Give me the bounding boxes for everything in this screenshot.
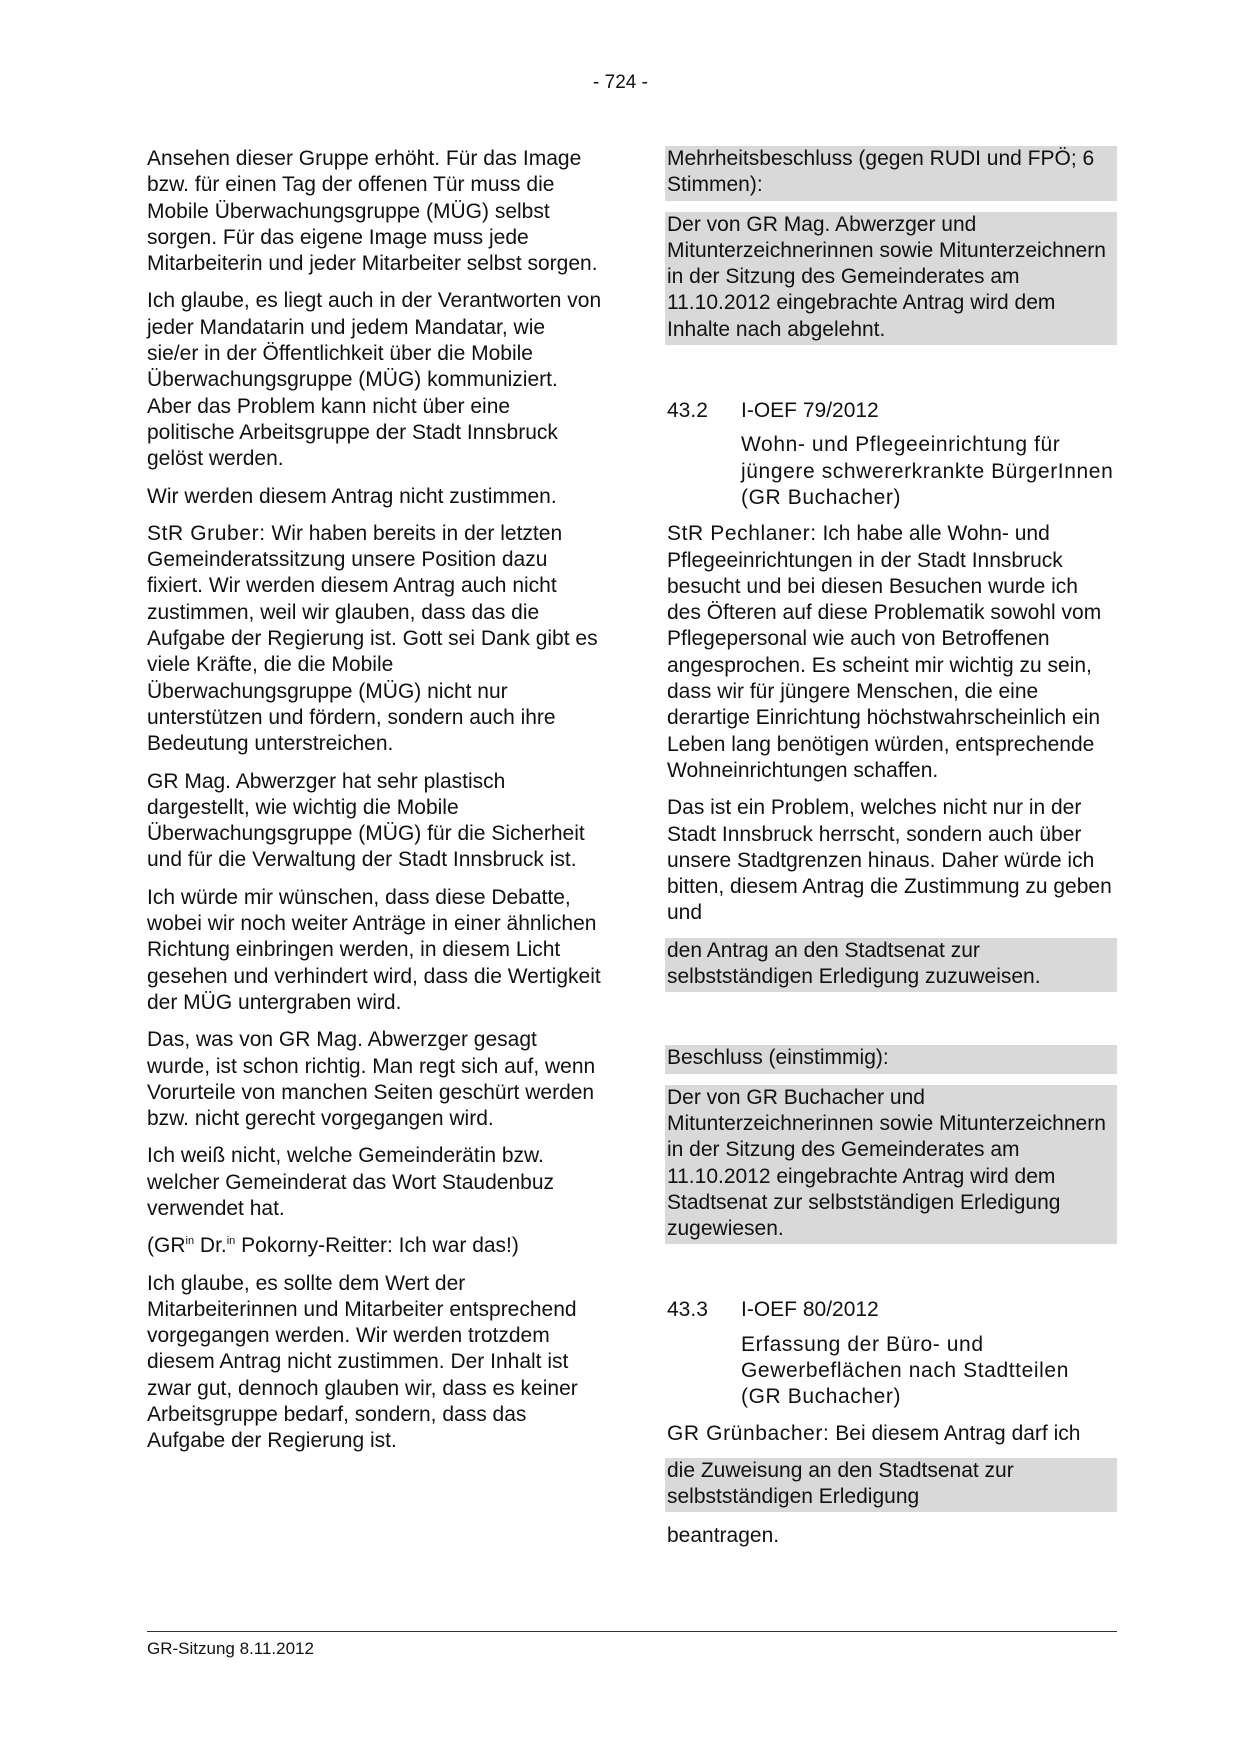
speech-text: Ich habe alle Wohn- und Pflegeeinrichtungen in der Stadt Innsbruck besucht und bei diesen Besuchen wurde ich des Öfteren auf diese Problematik sowohl vom Pflegepersonal wie auch von Betroffenen angesprochen. Es scheint mir wichtig zu sein, dass wir für jüngere Menschen, die eine derartige Einrichtung höchstwahrscheinlich ein Leben lang benötigen würden, entsprechende Wohneinrichtungen schaffen. — [667, 522, 1102, 782]
speaker-name: StR Pechlaner: — [667, 522, 817, 546]
decision-heading: Mehrheitsbeschluss (gegen RUDI und FPÖ; 6 Stimmen): — [665, 146, 1117, 201]
decision-heading: Beschluss (einstimmig): — [665, 1045, 1117, 1073]
speaker-name: GR Grünbacher: — [667, 1421, 830, 1445]
interjection — [147, 1233, 602, 1259]
paragraph: GR Mag. Abwerzger hat sehr plastisch dargestellt, wie wichtig die Mobile Überwachungsgruppe (MÜG) für die Sicherheit und für die Verwaltung der Stadt Innsbruck ist. — [147, 769, 585, 872]
footer-divider — [147, 1631, 1117, 1632]
motion-text: die Zuweisung an den Stadtsenat zur selbstständigen Erledigung — [665, 1458, 1117, 1513]
title-line: Erfassung der Büro- und Gewerbeflächen nach Stadtteilen — [741, 1332, 1069, 1382]
title-line: (GR Buchacher) — [741, 1385, 902, 1409]
spacer — [667, 1255, 1117, 1297]
agenda-item-header — [667, 398, 1117, 424]
paragraph: Ansehen dieser Gruppe erhöht. Für das Image bzw. für einen Tag der offenen Tür muss die Mobile Überwachungsgruppe (MÜG) selbst sorgen. Für das eigene Image muss jede Mitarbeiterin und jeder Mitarbeiter selbst sorgen. — [147, 147, 598, 276]
agenda-item-title: Wohn- und Pflegeeinrichtung für jüngere schwererkrankte BürgerInnen (GR Buchacher) — [741, 433, 1114, 509]
agenda-item-title — [741, 1332, 1117, 1411]
speech-gruenbacher — [667, 1421, 1117, 1447]
paragraph: beantragen. — [667, 1524, 780, 1548]
speech-pechlaner — [667, 521, 1117, 784]
paragraph: Ich weiß nicht, welche Gemeinderätin bzw. welcher Gemeinderat das Wort Staudenbuz verwendet hat. — [147, 1144, 554, 1220]
agenda-item-header — [667, 1297, 1117, 1323]
agenda-item-reference: I-OEF 79/2012 — [741, 399, 879, 423]
paragraph: Ich würde mir wünschen, dass diese Debatte, wobei wir noch weiter Anträge in einer ähnlichen Richtung einbringen werden, in diesem Licht gesehen und verhindert wird, dass die Wertigkeit der MÜG untergraben wird. — [147, 885, 601, 1014]
paragraph: Ich glaube, es liegt auch in der Verantworten von jeder Mandatarin und jedem Mandatar, wie sie/er in der Öffentlichkeit über die Mobile Überwachungsgruppe (MÜG) kommuniziert. Aber das Problem kann nicht über eine politische Arbeitsgruppe der Stadt Innsbruck gelöst werden. — [147, 289, 602, 471]
paragraph: Das ist ein Problem, welches nicht nur in der Stadt Innsbruck herrscht, sondern auch über unsere Stadtgrenzen hinaus. Daher würde ich bitten, diesem Antrag die Zustimmung zu geben und — [667, 796, 1112, 925]
paragraph: Das, was von GR Mag. Abwerzger gesagt wurde, ist schon richtig. Man regt sich auf, wenn Vorurteile von manchen Seiten geschürt werden bzw. nicht gerecht vorgegangen wird. — [147, 1028, 596, 1131]
left-column — [147, 146, 602, 1466]
spacer — [667, 1003, 1117, 1045]
decision-text: Der von GR Mag. Abwerzger und Mitunterzeichnerinnen sowie Mitunterzeichnern in der Sitzung des Gemeinderates am 11.10.2012 eingebrachte Antrag wird dem Inhalte nach abgelehnt. — [665, 212, 1117, 345]
interjection-part: Dr. — [194, 1234, 227, 1258]
page-number: - 724 - — [593, 72, 648, 93]
interjection-part: (GR — [147, 1234, 186, 1258]
superscript: in — [185, 1235, 195, 1248]
agenda-item-number: 43.2 — [667, 399, 708, 423]
speech-gruber — [147, 521, 602, 758]
right-column — [667, 146, 1117, 1561]
speech-text: Wir haben bereits in der letzten Gemeinderatssitzung unsere Position dazu fixiert. Wir werden diesem Antrag auch nicht zustimmen, weil wir glauben, dass das die Aufgabe der Regierung ist. Gott sei Dank gibt es viele Kräfte, die die Mobile Überwachungsgruppe (MÜG) nicht nur unterstützen und fördern, sondern auch ihre Bedeutung unterstreichen. — [147, 521, 598, 756]
interjection-part: Pokorny-Reitter: Ich war das!) — [235, 1234, 519, 1258]
paragraph: Wir werden diesem Antrag nicht zustimmen. — [147, 484, 557, 508]
agenda-item-reference: I-OEF 80/2012 — [741, 1298, 879, 1322]
decision-text: Der von GR Buchacher und Mitunterzeichnerinnen sowie Mitunterzeichnern in der Sitzung des Gemeinderates am 11.10.2012 eingebrachte Antrag wird dem Stadtsenat zur selbstständigen Erledigung zugewiesen. — [665, 1085, 1117, 1245]
agenda-item-number: 43.3 — [667, 1298, 708, 1322]
spacer — [667, 356, 1117, 398]
speech-text: Bei diesem Antrag darf ich — [829, 1421, 1081, 1445]
superscript: in — [226, 1235, 236, 1248]
footer-text: GR-Sitzung 8.11.2012 — [147, 1639, 314, 1658]
motion-text: den Antrag an den Stadtsenat zur selbstständigen Erledigung zuzuweisen. — [665, 938, 1117, 993]
paragraph: Ich glaube, es sollte dem Wert der Mitarbeiterinnen und Mitarbeiter entsprechend vorgegangen werden. Wir werden trotzdem diesem Antrag nicht zustimmen. Der Inhalt ist zwar gut, dennoch glauben wir, dass es keiner Arbeitsgruppe bedarf, sondern, dass das Aufgabe der Regierung ist. — [147, 1271, 578, 1453]
speaker-name: StR Gruber: — [147, 521, 266, 545]
